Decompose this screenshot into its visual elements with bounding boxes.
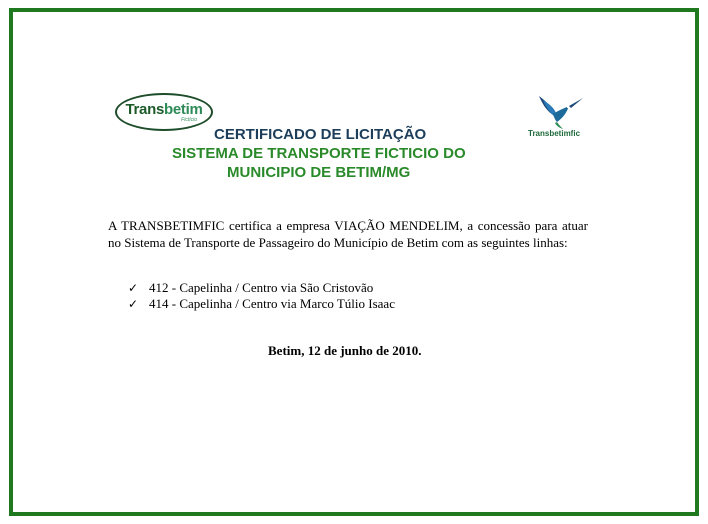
transbetimfic-logo	[525, 92, 589, 140]
certificate-date: Betim, 12 de junho de 2010.	[268, 343, 422, 358]
transbetim-logo	[115, 93, 213, 131]
certificate-subtitle-line-1: SISTEMA DE TRANSPORTE FICTICIO DO	[172, 145, 466, 162]
certificate-title: CERTIFICADO DE LICITAÇÃO	[214, 126, 427, 143]
logo-brand-betim: betim	[164, 100, 203, 118]
list-item	[128, 280, 395, 296]
logo-subtitle: Fictício	[181, 116, 197, 123]
hummingbird-icon	[529, 92, 587, 130]
certificate-paragraph: A TRANSBETIMFIC certifica a empresa VIAÇÃO MENDELIM, a concessão para atuar no Sistema de Transporte de Passageiro do Município de Betim com as seguintes linhas:	[108, 218, 588, 250]
certificate-border	[9, 8, 699, 516]
check-icon: ✓	[128, 297, 139, 311]
bus-line-text: 412 - Capelinha / Centro via São Cristovão	[149, 280, 374, 295]
bus-lines-list	[128, 280, 395, 312]
certificate-subtitle-line-2: MUNICIPIO DE BETIM/MG	[227, 164, 411, 181]
list-item	[128, 296, 395, 312]
logo-caption: Transbetimfic	[528, 129, 581, 138]
bus-line-text: 414 - Capelinha / Centro via Marco Túlio Isaac	[149, 296, 395, 311]
check-icon: ✓	[128, 281, 139, 295]
logo-brand-text	[125, 102, 202, 117]
logo-brand-trans: Trans	[125, 100, 164, 118]
